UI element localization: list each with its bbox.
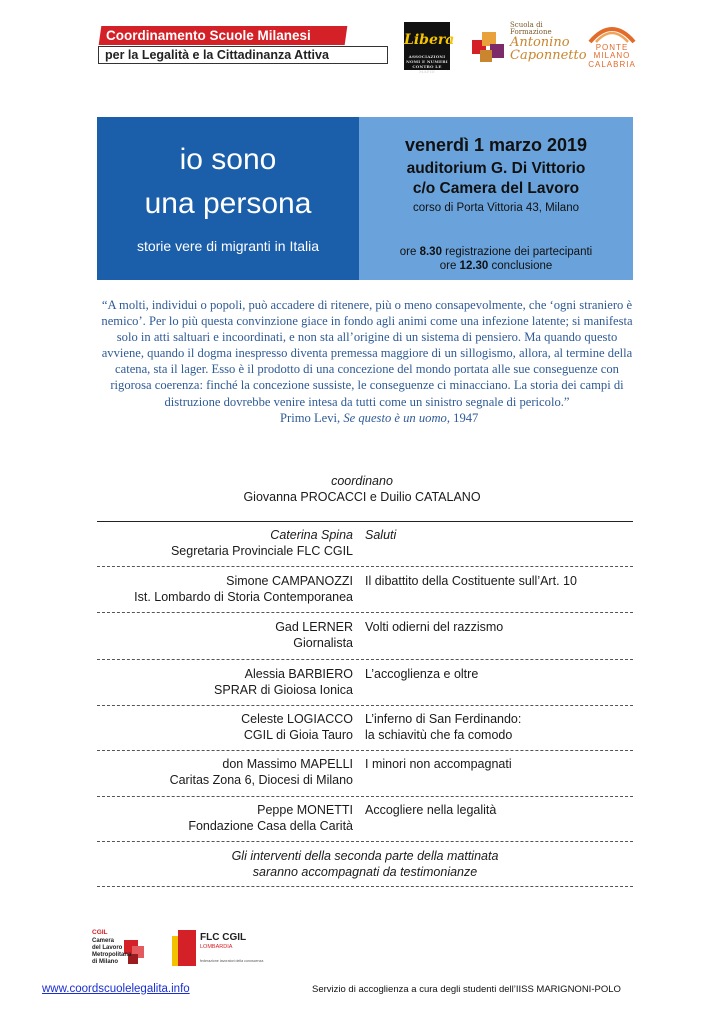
event-venue-line1: auditorium G. Di Vittorio (406, 160, 586, 177)
flc-cgil-logo (170, 928, 264, 970)
row-divider (97, 705, 633, 706)
talk-title-line2: la schiavitù che fa comodo (365, 728, 513, 742)
event-title (97, 138, 359, 225)
speaker-role: Ist. Lombardo di Storia Contemporanea (134, 590, 353, 604)
coordinamento-logo-line2: per la Legalità e la Cittadinanza Attiva (98, 46, 388, 64)
banner-info-panel (359, 117, 633, 280)
event-venue-line2: c/o Camera del Lavoro (412, 180, 580, 197)
testimonies-note-line1: Gli interventi della seconda parte della mattinata (231, 849, 499, 863)
speaker-role: Caritas Zona 6, Diocesi di Milano (169, 773, 353, 787)
speaker-name: Gad LERNER (275, 620, 353, 634)
caponnetto-small-line2: Formazione (510, 28, 552, 36)
testimonies-note-line2: saranno accompagnati da testimonianze (252, 865, 478, 879)
event-date: venerdì 1 marzo 2019 (404, 135, 588, 155)
schedule-registration: ore 8.30 registrazione dei partecipanti (399, 246, 593, 258)
coordinators-names: Giovanna PROCACCI e Duilio CATALANO (243, 490, 481, 504)
flc-logo-region: LOMBARDIA (200, 944, 233, 950)
quote-work-title: Se questo è un uomo (343, 411, 447, 425)
libera-logo-subtext: ASSOCIAZIONI NOMI E NUMERI CONTRO LE MAFIE (406, 54, 448, 74)
service-note: Servizio di accoglienza a cura degli studenti dell’IISS MARIGNONI-POLO (312, 984, 621, 995)
table-top-rule (97, 521, 633, 522)
caponnetto-big-line1: Antonino (510, 35, 570, 50)
website-link[interactable]: www.coordscuolelegalita.info (42, 983, 190, 995)
cgil-camera-lavoro-logo (88, 926, 160, 972)
speaker-role: Giornalista (293, 636, 353, 650)
schedule-conclusion-time: 12.30 (459, 260, 489, 272)
cgil-logo-line1: CGIL (92, 929, 108, 936)
event-title-line1: io sono (179, 143, 277, 176)
speaker-name: Simone CAMPANOZZI (226, 574, 353, 588)
caponnetto-small-line1: Scuola di (510, 21, 543, 29)
cgil-logo-line3: del Lavoro (92, 945, 123, 951)
testimonies-note (97, 848, 633, 880)
talk-title: Volti odierni del razzismo (365, 620, 504, 634)
cgil-logo-line2: Camera (92, 938, 115, 944)
coordinators-label: coordinano (331, 474, 393, 488)
flc-cgil-logo-icon (170, 928, 264, 970)
row-divider (97, 612, 633, 613)
coordinamento-logo-line1: Coordinamento Scuole Milanesi (106, 28, 311, 43)
speaker-name: don Massimo MAPELLI (222, 757, 353, 771)
speaker-role: CGIL di Gioia Tauro (243, 728, 353, 742)
event-title-line2: una persona (144, 186, 312, 220)
speaker-role: Segretaria Provinciale FLC CGIL (170, 544, 353, 558)
bridge-arc-icon (586, 20, 638, 44)
flc-logo-subtext: federazione lavoratori della conoscenza (200, 959, 264, 963)
ponte-line2: MILANO (593, 51, 631, 61)
talk-title: I minori non accompagnati (365, 757, 512, 771)
talk-title: L’accoglienza e oltre (365, 667, 479, 681)
row-divider (97, 750, 633, 751)
coordinamento-logo (98, 26, 390, 62)
schedule-registration-time: 8.30 (419, 246, 442, 258)
ponte-line3: CALABRIA (588, 59, 636, 69)
row-divider (97, 566, 633, 567)
cgil-logo-icon (88, 926, 160, 972)
talk-title: L’inferno di San Ferdinando: (365, 712, 522, 726)
cgil-logo-line4: Metropolitana (92, 952, 132, 958)
speaker-role: SPRAR di Gioiosa Ionica (214, 683, 353, 697)
ponte-milano-calabria-logo (584, 20, 640, 76)
banner-title-panel (97, 117, 359, 280)
ponte-line1: PONTE (595, 43, 629, 52)
event-subtitle: storie vere di migranti in Italia (136, 238, 320, 254)
row-divider (97, 659, 633, 660)
table-bottom-rule (97, 886, 633, 887)
row-divider (97, 796, 633, 797)
speaker-name: Peppe MONETTI (257, 803, 353, 817)
row-divider (97, 841, 633, 842)
cgil-logo-line5: di Milano (92, 959, 118, 965)
caponnetto-big-line2: Caponnetto (510, 48, 587, 63)
talk-title: Saluti (365, 528, 397, 542)
quote-attribution: Primo Levi, Se questo è un uomo, 1947 (280, 411, 479, 425)
caponnetto-logo (470, 21, 587, 72)
speaker-name: Caterina Spina (270, 528, 353, 542)
schedule-conclusion: ore 12.30 conclusione (439, 260, 553, 272)
libera-logo-text: Libera (404, 32, 455, 48)
talk-title: Il dibattito della Costituente sull’Art. 10 (365, 574, 577, 588)
speaker-name: Alessia BARBIERO (244, 667, 353, 681)
speaker-name: Celeste LOGIACCO (241, 712, 353, 726)
libera-logo (404, 22, 455, 74)
flc-logo-title: FLC CGIL (200, 932, 247, 943)
primo-levi-quote: “A molti, individui o popoli, può accadere di ritenere, più o meno consapevolmente, che ‘ogni straniero è nemico’. Per lo più questa convinzione giace in fondo agli animi come una infezione latente; si manifesta solo in atti saltuari e incoordinati, e non sta all’origine di un sistema di pensiero. Ma quando questo avviene, quando il dogma inespresso diventa premessa maggiore di un sillogismo, allora, al termine della catena, sta il lager. Esso è il prodotto di una concezione del mondo portata alle sue conseguenze con rigorosa coerenza: finché la concezione sussiste, le conseguenze ci minacciano. La storia dei campi di distruzione dovrebbe venire intesa da tutti come un sinistro segnale di pericolo.” (101, 298, 633, 409)
talk-title: Accogliere nella legalità (365, 803, 497, 817)
event-address: corso di Porta Vittoria 43, Milano (413, 202, 579, 214)
speaker-role: Fondazione Casa della Carità (188, 819, 353, 833)
caponnetto-squares-icon (470, 28, 508, 66)
